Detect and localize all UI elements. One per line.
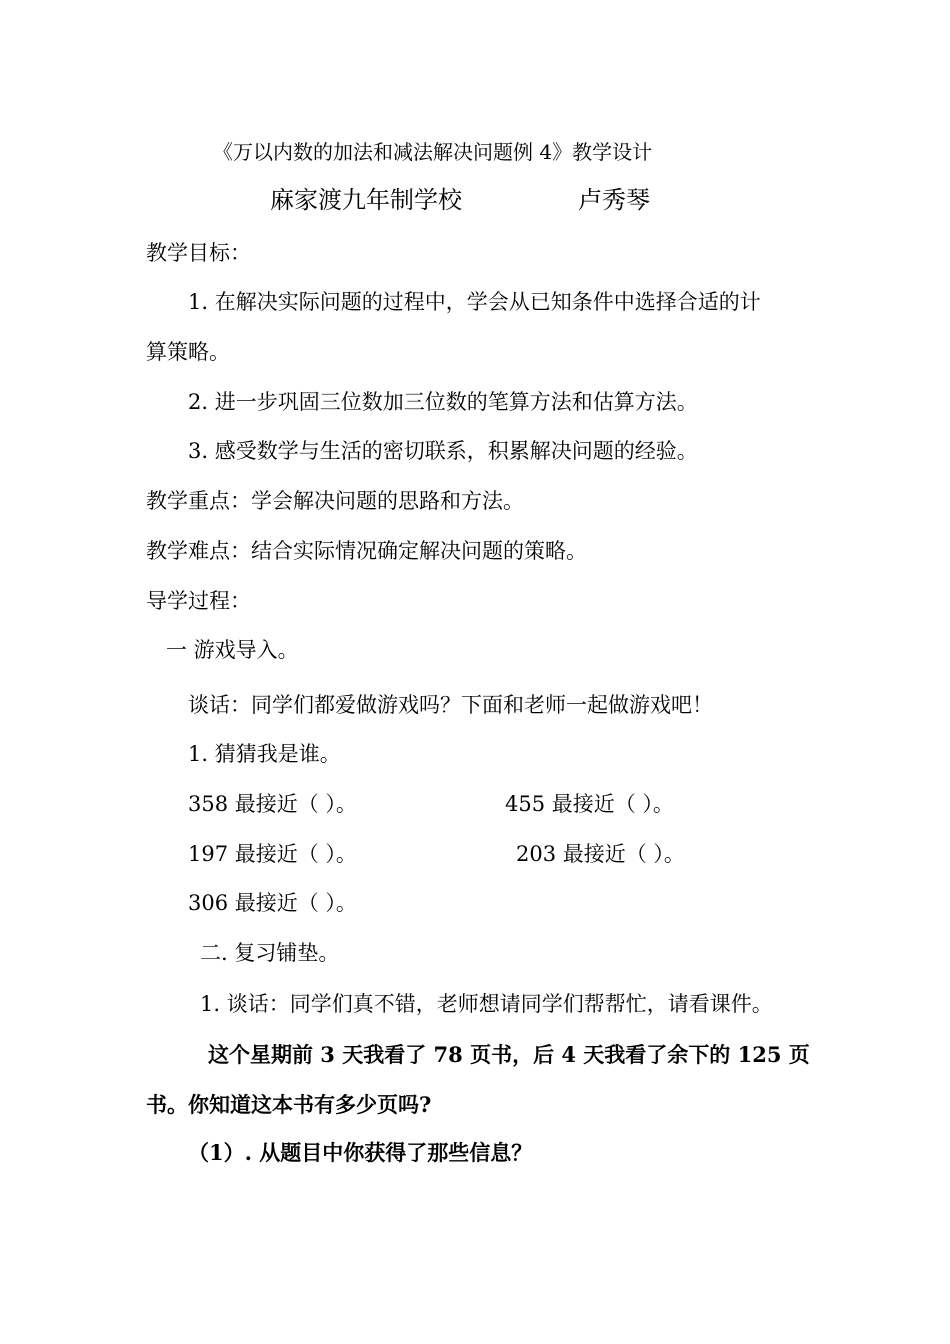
difficulty-point: 教学难点：结合实际情况确定解决问题的策略。 [146, 539, 587, 563]
key-point: 教学重点：学会解决问题的思路和方法。 [146, 489, 524, 513]
guess-item-203: 203 最接近（ ）。 [516, 842, 685, 866]
goal-2: 2. 进一步巩固三位数加三位数的笔算方法和估算方法。 [188, 390, 698, 414]
talk-1: 谈话：同学们都爱做游戏吗？下面和老师一起做游戏吧！ [188, 693, 713, 717]
goal-1-line-1: 1. 在解决实际问题的过程中，学会从已知条件中选择合适的计 [188, 290, 761, 314]
author-name: 卢秀琴 [578, 186, 650, 214]
goals-heading: 教学目标： [146, 241, 251, 265]
process-heading: 导学过程： [146, 589, 251, 613]
guess-item-455: 455 最接近（ ）。 [505, 792, 674, 816]
goal-1-line-2: 算策略。 [146, 340, 230, 364]
school-name: 麻家渡九年制学校 [270, 186, 462, 214]
guess-item-358: 358 最接近（ ）。 [188, 792, 357, 816]
problem-line-2: 书。你知道这本书有多少页吗? [146, 1092, 432, 1117]
section-1-heading: 一 游戏导入。 [166, 638, 299, 662]
talk-2: 1. 谈话：同学们真不错，老师想请同学们帮帮忙，请看课件。 [200, 992, 773, 1016]
guess-heading: 1. 猜猜我是谁。 [188, 742, 341, 766]
question-1: （1）. 从题目中你获得了那些信息？ [188, 1140, 533, 1165]
section-2-heading: 二. 复习铺垫。 [200, 941, 340, 965]
problem-line-1: 这个星期前 3 天我看了 78 页书，后 4 天我看了余下的 125 页 [208, 1042, 810, 1067]
goal-3: 3. 感受数学与生活的密切联系，积累解决问题的经验。 [188, 439, 698, 463]
guess-item-306: 306 最接近（ ）。 [188, 891, 357, 915]
guess-item-197: 197 最接近（ ）。 [188, 842, 357, 866]
document-title: 《万以内数的加法和减法解决问题例 4》教学设计 [213, 140, 653, 164]
